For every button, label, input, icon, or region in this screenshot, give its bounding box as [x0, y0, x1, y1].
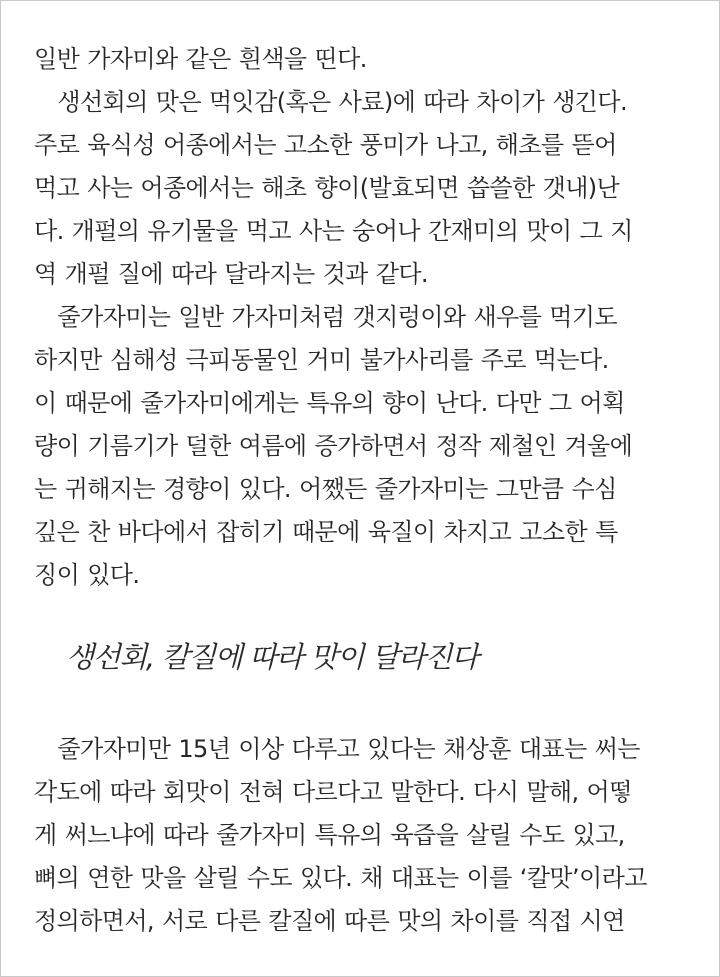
text-line: 징이 있다. [34, 561, 140, 589]
text-line: 깊은 찬 바다에서 잡히기 때문에 육질이 차지고 고소한 특 [34, 518, 618, 546]
text-line: 뼈의 연한 맛을 살릴 수도 있다. 채 대표는 이를 ‘칼맛’이라고 [34, 864, 647, 892]
text-line: 하지만 심해성 극피동물인 거미 불가사리를 주로 먹는다. [34, 346, 609, 374]
text-line: 는 귀해지는 경향이 있다. 어쨌든 줄가자미는 그만큼 수심 [34, 475, 617, 503]
text-line: 생선회의 맛은 먹잇감(혹은 사료)에 따라 차이가 생긴다. [34, 88, 627, 116]
text-line: 이 때문에 줄가자미에게는 특유의 향이 난다. 다만 그 어획 [34, 389, 625, 417]
text-line: 량이 기름기가 덜한 여름에 증가하면서 정작 제철인 겨울에 [34, 432, 633, 460]
text-line: 역 개펄 질에 따라 달라지는 것과 같다. [34, 260, 428, 288]
text-line: 각도에 따라 회맛이 전혀 다르다고 말한다. 다시 말해, 어떻 [34, 778, 632, 806]
text-line: 줄가자미는 일반 가자미처럼 갯지렁이와 새우를 먹기도 [34, 303, 617, 331]
text-line: 다. 개펄의 유기물을 먹고 사는 숭어나 간재미의 맛이 그 지 [34, 217, 633, 245]
text-line: 줄가자미만 15년 이상 다루고 있다는 채상훈 대표는 써는 [34, 735, 640, 763]
text-line: 정의하면서, 서로 다른 칼질에 따른 맛의 차이를 직접 시연 [34, 907, 625, 935]
article-body-bottom [34, 728, 694, 943]
article-body-top [34, 38, 694, 597]
text-line: 주로 육식성 어종에서는 고소한 풍미가 나고, 해초를 뜯어 [34, 131, 617, 159]
text-line: 먹고 사는 어종에서는 해초 향이(발효되면 씁쓸한 갯내)난 [34, 174, 620, 202]
text-line: 게 써느냐에 따라 줄가자미 특유의 육즙을 살릴 수도 있고, [34, 821, 625, 849]
text-line: 일반 가자미와 같은 흰색을 띤다. [34, 45, 367, 73]
section-heading: 생선회, 칼질에 따라 맛이 달라진다 [66, 640, 478, 674]
